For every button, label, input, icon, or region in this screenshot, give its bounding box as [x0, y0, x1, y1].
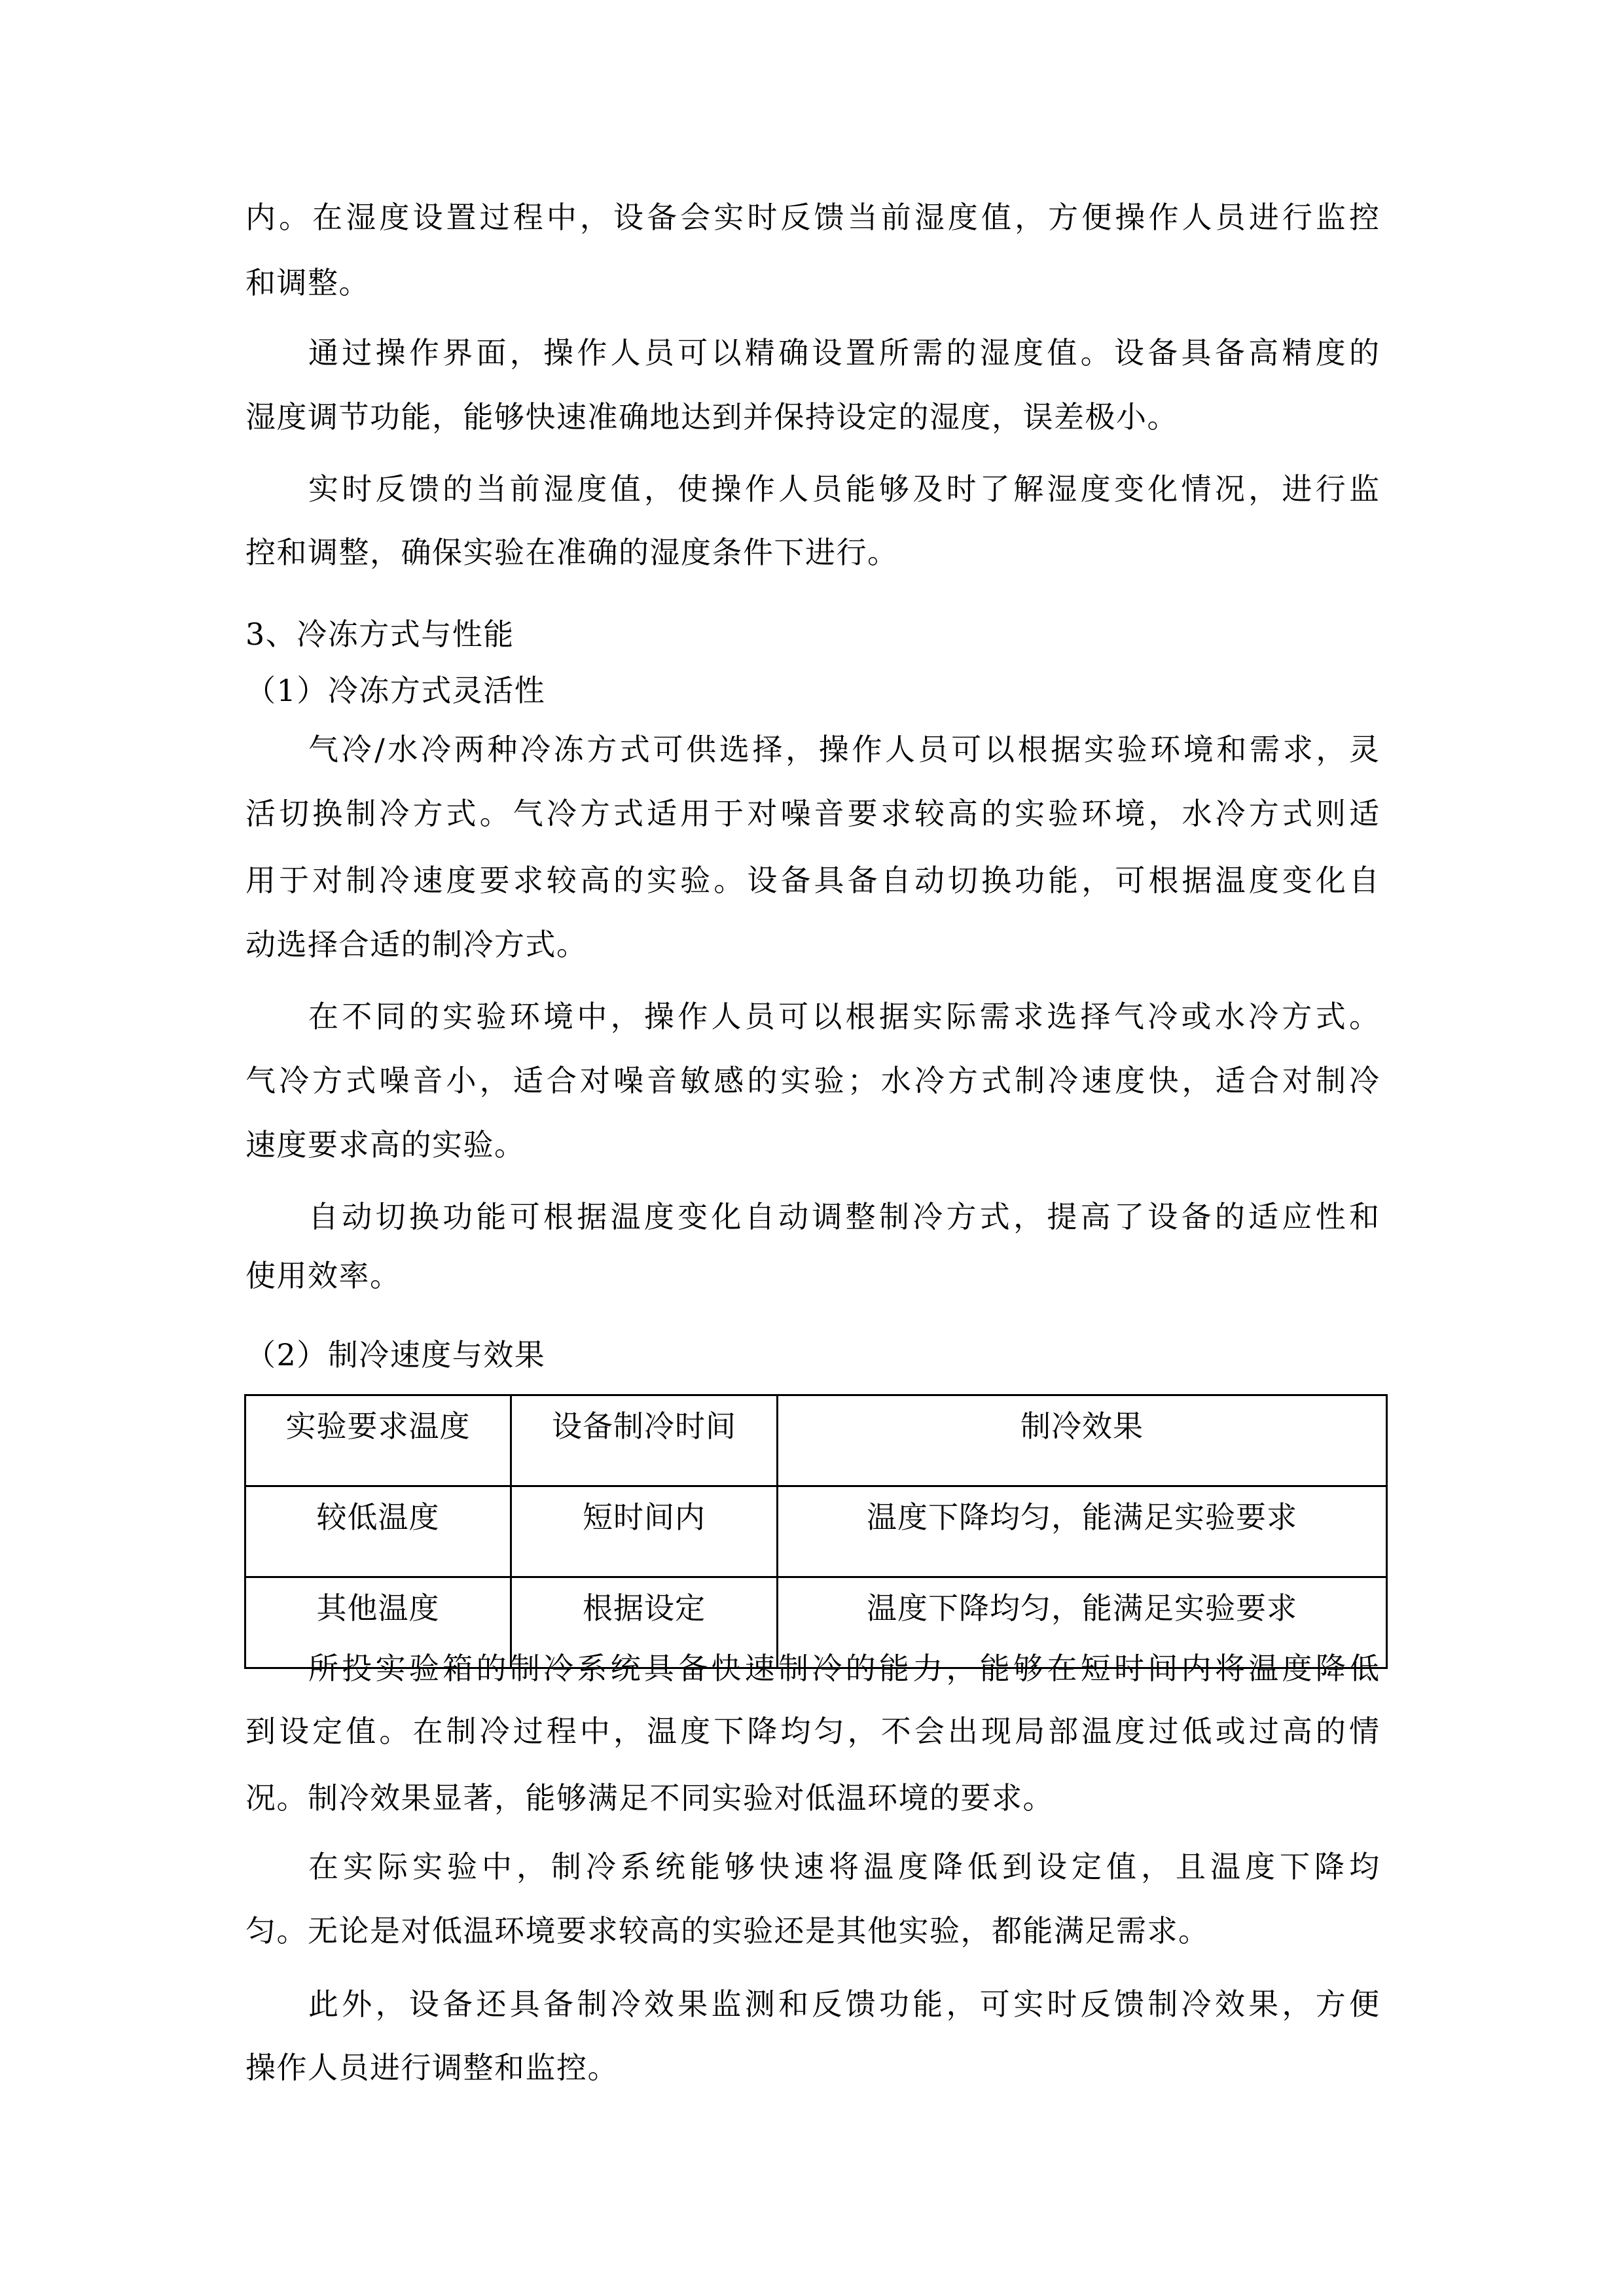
table-cell: 其他温度 [245, 1577, 511, 1668]
paragraph-line: 用于对制冷速度要求较高的实验。设备具备自动切换功能，可根据温度变化自 [245, 863, 1379, 898]
paragraph-line: 和调整。 [245, 265, 370, 300]
paragraph-line: 内。在湿度设置过程中，设备会实时反馈当前湿度值，方便操作人员进行监控 [245, 200, 1379, 235]
paragraph-line: 在实际实验中，制冷系统能够快速将温度降低到设定值，且温度下降均 [308, 1849, 1379, 1884]
paragraph-line: 实时反馈的当前湿度值，使操作人员能够及时了解湿度变化情况，进行监 [308, 471, 1379, 507]
section-heading: 3、冷冻方式与性能 [245, 617, 514, 652]
subsection-heading-1: （1）冷冻方式灵活性 [245, 673, 546, 708]
paragraph-line: 气冷/水冷两种冷冻方式可供选择，操作人员可以根据实验环境和需求，灵 [308, 732, 1379, 767]
table-header-row [245, 1395, 1387, 1486]
table-header-cell: 实验要求温度 [245, 1395, 511, 1486]
paragraph-line: 自动切换功能可根据温度变化自动调整制冷方式，提高了设备的适应性和 [308, 1199, 1379, 1234]
paragraph-line: 所投实验箱的制冷系统具备快速制冷的能力，能够在短时间内将温度降低 [308, 1651, 1379, 1686]
paragraph-line: 速度要求高的实验。 [245, 1127, 526, 1162]
table-row [245, 1486, 1387, 1577]
table-cell: 根据设定 [511, 1577, 778, 1668]
paragraph-line: 此外，设备还具备制冷效果监测和反馈功能，可实时反馈制冷效果，方便 [308, 1986, 1379, 2022]
paragraph-line: 控和调整，确保实验在准确的湿度条件下进行。 [245, 535, 899, 570]
table-cell: 短时间内 [511, 1486, 778, 1577]
table-cell: 较低温度 [245, 1486, 511, 1577]
paragraph-line: 在不同的实验环境中，操作人员可以根据实际需求选择气冷或水冷方式。 [308, 999, 1379, 1034]
paragraph-line: 动选择合适的制冷方式。 [245, 927, 588, 962]
table-cell: 温度下降均匀，能满足实验要求 [778, 1577, 1387, 1668]
paragraph-line: 况。制冷效果显著，能够满足不同实验对低温环境的要求。 [245, 1780, 1054, 1816]
subsection-heading-2: （2）制冷速度与效果 [245, 1337, 546, 1372]
paragraph-line: 气冷方式噪音小，适合对噪音敏感的实验；水冷方式制冷速度快，适合对制冷 [245, 1063, 1379, 1098]
paragraph-line: 匀。无论是对低温环境要求较高的实验还是其他实验，都能满足需求。 [245, 1913, 1210, 1948]
paragraph-line: 活切换制冷方式。气冷方式适用于对噪音要求较高的实验环境，水冷方式则适 [245, 796, 1379, 831]
paragraph-line: 使用效率。 [245, 1258, 401, 1293]
paragraph-line: 通过操作界面，操作人员可以精确设置所需的湿度值。设备具备高精度的 [308, 335, 1379, 370]
table-cell: 温度下降均匀，能满足实验要求 [778, 1486, 1387, 1577]
table-header-cell: 制冷效果 [778, 1395, 1387, 1486]
table-header-cell: 设备制冷时间 [511, 1395, 778, 1486]
paragraph-line: 操作人员进行调整和监控。 [245, 2050, 619, 2085]
cooling-performance-table [244, 1394, 1388, 1669]
paragraph-line: 到设定值。在制冷过程中，温度下降均匀，不会出现局部温度过低或过高的情 [245, 1713, 1379, 1749]
paragraph-line: 湿度调节功能，能够快速准确地达到并保持设定的湿度，误差极小。 [245, 399, 1178, 435]
